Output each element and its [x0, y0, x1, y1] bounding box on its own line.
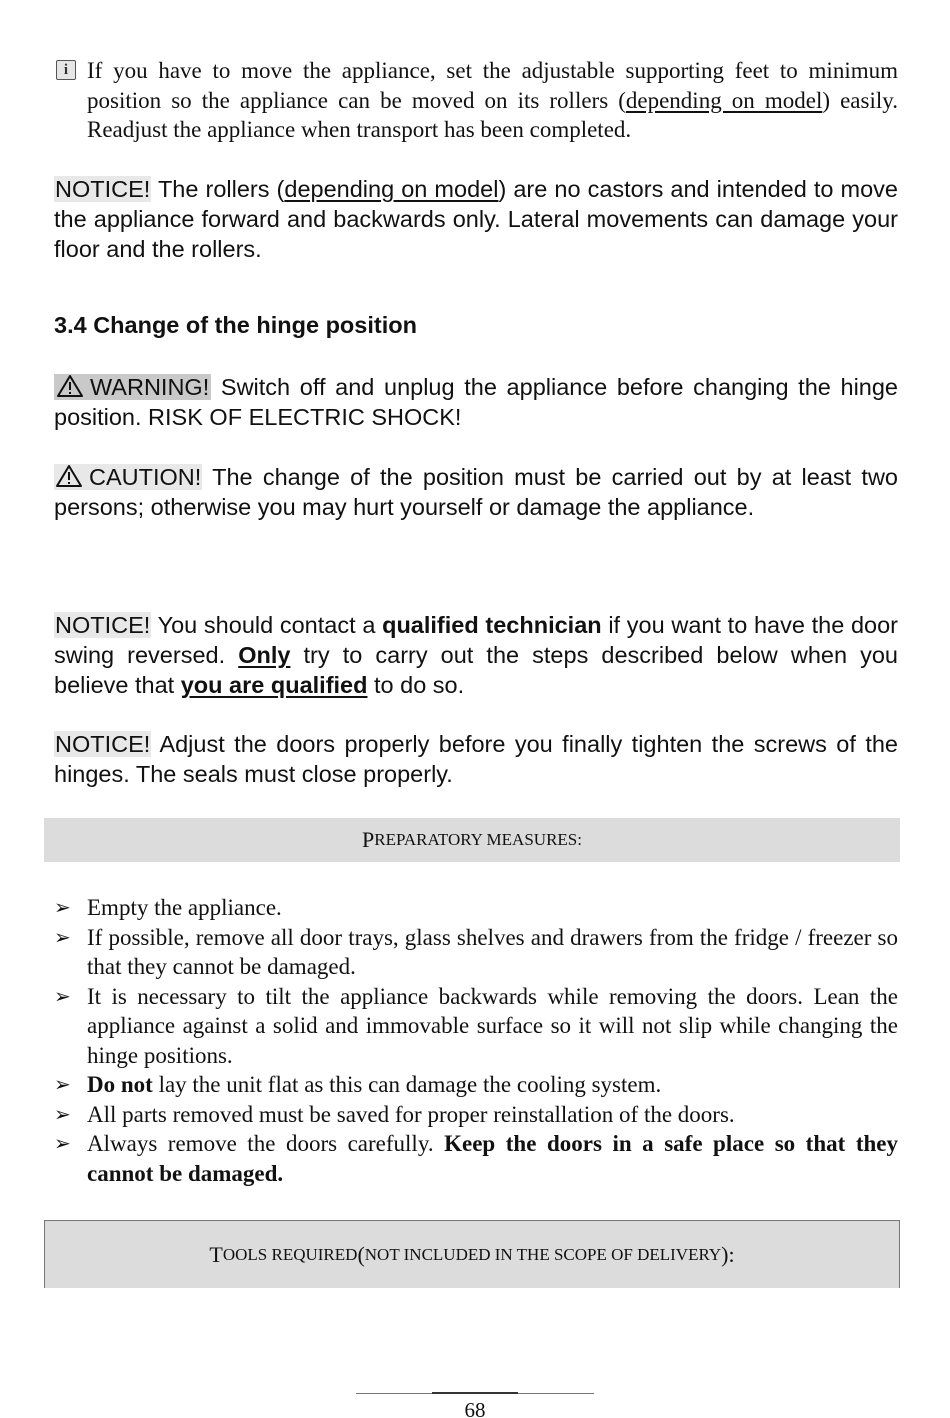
info-text-2: ) easily. Readjust the appliance when transport has been completed. [87, 87, 898, 142]
notice-tag: NOTICE! [55, 176, 151, 202]
notice-rollers-text-2: ) are no castors and intended to move the appliance forward and backwards only. Lateral movements can damage your floor and the rollers. [54, 176, 899, 262]
notice-technician-text-2: if you want to have the door swing reversed. [54, 612, 899, 668]
list-item-text: Always remove the doors carefully. [87, 1131, 445, 1156]
warning-notice [54, 372, 898, 432]
caution-notice [54, 462, 898, 522]
list-item [54, 982, 898, 1071]
arrowhead-bullet-icon: ➢ [54, 895, 71, 919]
list-item [54, 1129, 898, 1188]
caution-text: The change of the position must be carried out by at least two persons; otherwise you may hurt yourself or damage the appliance. [54, 464, 898, 520]
section-heading: 3.4 Change of the hinge position [54, 312, 417, 338]
notice-adjust-text: Adjust the doors properly before you finally tighten the screws of the hinges. The seals must close properly. [54, 731, 898, 787]
tools-required-heading [44, 1220, 900, 1288]
tools-first-letter: T [209, 1241, 223, 1267]
list-item [54, 1100, 898, 1130]
notice-technician-text-4: to do so. [367, 672, 465, 698]
notice-rollers [54, 174, 898, 264]
notice-rollers-underlined: depending on model [284, 176, 499, 202]
warning-text: Switch off and unplug the appliance before changing the hinge position. RISK OF ELECTRIC SHOCK! [54, 374, 898, 430]
notice-rollers-text-1: The rollers ( [151, 176, 285, 202]
list-item [54, 923, 898, 982]
caution-tag [54, 464, 202, 490]
list-item [54, 1070, 898, 1100]
preparatory-first-letter: P [362, 827, 375, 852]
notice-tag: NOTICE! [55, 731, 151, 757]
list-item-text: It is necessary to tilt the appliance backwards while removing the doors. Lean the appliance against a solid and immovable surface so it will not slip while changing the hinge positions. [87, 983, 898, 1068]
do-not-text: Do not [87, 1072, 153, 1097]
notice-tag: NOTICE! [55, 612, 151, 638]
info-paragraph [56, 56, 898, 145]
arrowhead-bullet-icon: ➢ [54, 1101, 71, 1126]
qualified-technician-text: qualified technician [382, 612, 602, 638]
page-number: 68 [464, 1398, 486, 1418]
list-item [54, 893, 898, 923]
only-text: Only [238, 642, 291, 668]
tools-paren-open: ( [357, 1241, 365, 1267]
caution-tag-label: CAUTION! [89, 464, 202, 490]
list-item-text: All parts removed must be saved for proper reinstallation of the doors. [87, 1101, 735, 1127]
list-item-text: Empty the appliance. [87, 895, 282, 920]
arrowhead-bullet-icon: ➢ [54, 1131, 71, 1155]
tools-rest-2: NOT INCLUDED IN THE SCOPE OF DELIVERY [364, 1244, 722, 1264]
notice-adjust [54, 729, 898, 789]
warning-triangle-icon [55, 464, 83, 488]
notice-technician [54, 610, 898, 700]
info-icon: i [56, 60, 76, 80]
depending-on-model-text: depending on model [625, 87, 823, 113]
warning-triangle-icon [56, 374, 84, 398]
arrowhead-bullet-icon: ➢ [54, 1072, 71, 1096]
notice-technician-text-3: try to carry out the steps described below when you believe that [54, 642, 898, 698]
list-item-text: lay the unit flat as this can damage the cooling system. [152, 1072, 662, 1097]
tools-paren-close: ): [721, 1241, 735, 1267]
arrowhead-bullet-icon: ➢ [54, 983, 71, 1008]
you-are-qualified-text: you are qualified [180, 672, 368, 698]
footer-divider-accent [432, 1392, 518, 1394]
warning-tag [54, 374, 211, 400]
measures-list [54, 893, 898, 1188]
info-text-1: If you have to move the appliance, set the adjustable supporting feet to minimum position so the appliance can be moved on its rollers ( [87, 58, 898, 113]
list-item-text: If possible, remove all door trays, glass shelves and drawers from the fridge / freezer so that they cannot be damaged. [87, 924, 898, 979]
tools-rest-1: OOLS REQUIRED [222, 1244, 358, 1264]
arrowhead-bullet-icon: ➢ [54, 924, 71, 949]
preparatory-measures-heading [44, 818, 900, 862]
warning-tag-label: WARNING! [90, 374, 210, 400]
keep-doors-safe-text: Keep the doors in a safe place so that they cannot be damaged. [87, 1131, 898, 1186]
preparatory-rest: REPARATORY MEASURES: [374, 830, 582, 849]
notice-technician-text-1: You should contact a [151, 612, 383, 638]
